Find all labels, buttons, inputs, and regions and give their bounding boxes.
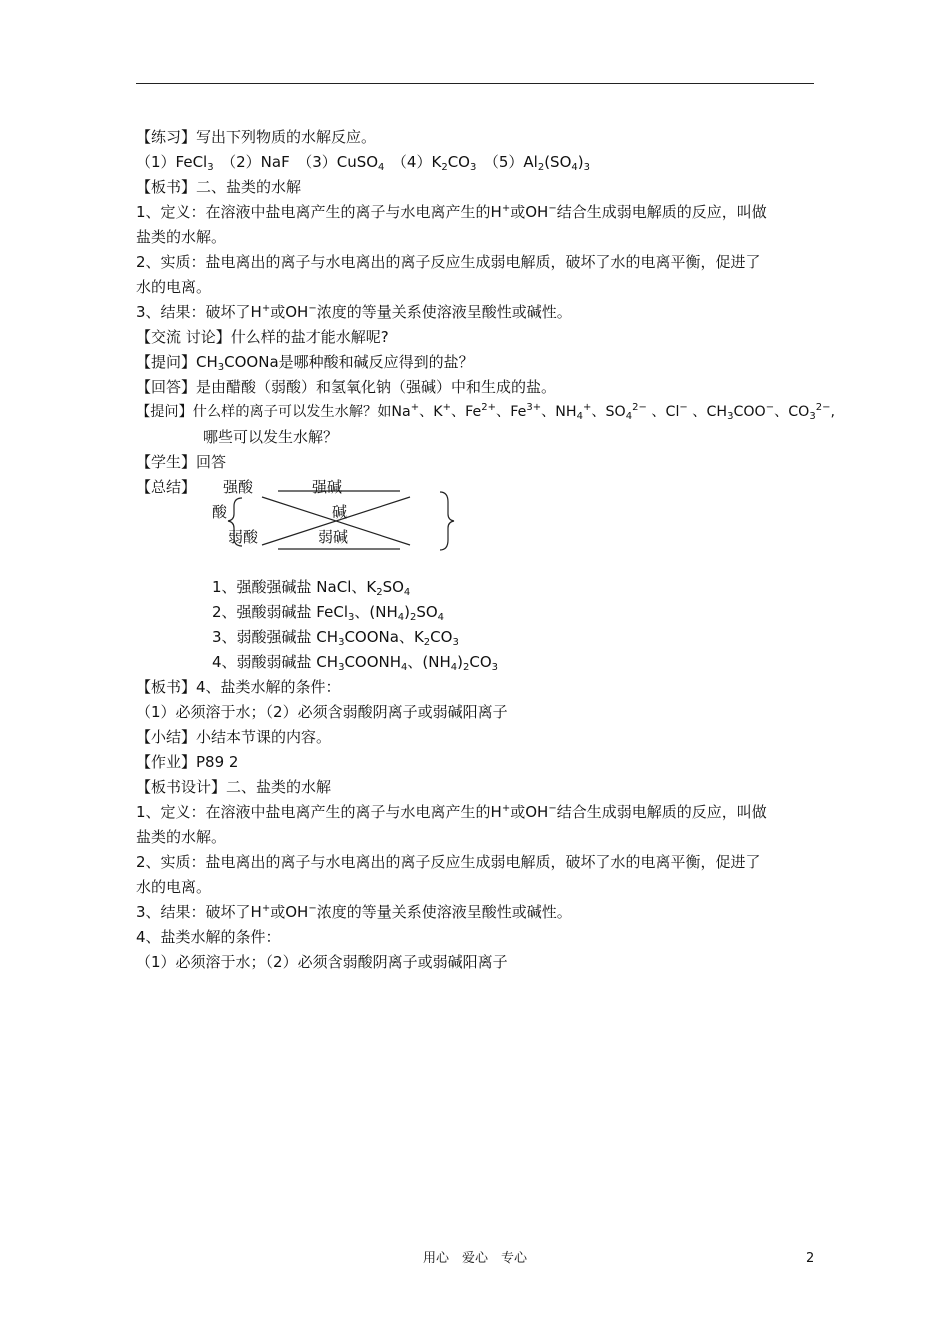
text-line: （1）FeCl$_3$ （2）NaF （3）CuSO$_4$ $(4)K_2CO_3$ $(5)Al_2(SO_4)_3$ [136, 153, 590, 173]
weak-acid-label: 弱酸 [228, 528, 259, 546]
text-line: 1、定义：在溶液中盐电离产生的离子与水电离产生的H+或OH−结合生成弱电解质的反应，叫做 [136, 203, 767, 221]
salt-type-item: 1、强酸强碱盐 NaCl、$K_2SO_4$ [212, 578, 411, 598]
text-line: 【板书设计】二、盐类的水解 [136, 778, 332, 796]
base-label: 碱 [332, 503, 348, 521]
text-line: 【学生】回答 [136, 453, 227, 471]
text-line: 【交流 讨论】什么样的盐才能水解呢? [136, 328, 389, 346]
text-line: 3、结果：破坏了H+或OH−浓度的等量关系使溶液呈酸性或碱性。 [136, 303, 572, 321]
text-line: 【总结】 [136, 478, 197, 496]
strong-acid-label: 强酸 [223, 478, 254, 496]
text-line: 4、盐类水解的条件： [136, 928, 281, 946]
text-line: 【回答】是由醋酸（弱酸）和氢氧化钠（强碱）中和生成的盐。 [136, 378, 557, 396]
acid-label: 酸 [212, 503, 228, 521]
salt-type-item: 3、弱酸强碱盐 $CH_3COONa$、$K_2CO_3$ [212, 628, 459, 648]
text-line: 【提问】什么样的离子可以发生水解？如Na+、K+、$Fe^{2+}$、$Fe^{3+}$、$NH_4^+$、$SO_4^{2-}$ 、Cl− 、$CH_3COO^-$、$CO_3^{2-}$, [136, 402, 835, 422]
text-line: 水的电离。 [136, 878, 212, 896]
page-footer: 用心 爱心 专心 [422, 1251, 527, 1266]
text-line: 2、实质：盐电离出的离子与水电离出的离子反应生成弱电解质，破坏了水的电离平衡，促进了 [136, 853, 761, 871]
salt-type-item: 4、弱酸弱碱盐 $CH_3COONH_4$、$(NH_4)_2CO_3$ [212, 653, 499, 673]
text-line: 水的电离。 [136, 278, 212, 296]
strong-base-label: 强碱 [312, 478, 343, 496]
text-line: 【板书】4、盐类水解的条件： [136, 678, 341, 696]
text-line: 【板书】二、盐类的水解 [136, 178, 302, 196]
text-line: 【作业】P89 2 [136, 753, 239, 771]
text-line: 盐类的水解。 [136, 228, 227, 246]
text-line: （1）必须溶于水；（2）必须含弱酸阴离子或弱碱阳离子 [136, 953, 508, 971]
salt-type-item: 2、强酸弱碱盐 FeCl$_3$、$(NH_4)_2SO_4$ [212, 603, 445, 623]
page-number: 2 [806, 1251, 815, 1266]
text-line: 哪些可以发生水解？ [203, 428, 339, 446]
text-line: 1、定义：在溶液中盐电离产生的离子与水电离产生的H+或OH−结合生成弱电解质的反应，叫做 [136, 803, 767, 821]
text-line: 3、结果：破坏了H+或OH−浓度的等量关系使溶液呈酸性或碱性。 [136, 903, 572, 921]
text-line: （1）必须溶于水；（2）必须含弱酸阴离子或弱碱阳离子 [136, 703, 508, 721]
weak-base-label: 弱碱 [318, 528, 349, 546]
text-line: 2、实质：盐电离出的离子与水电离出的离子反应生成弱电解质，破坏了水的电离平衡，促进了 [136, 253, 761, 271]
text-line: 盐类的水解。 [136, 828, 227, 846]
text-line: 【提问】$CH_3COONa$是哪种酸和碱反应得到的盐？ [136, 353, 474, 373]
text-line: 【小结】小结本节课的内容。 [136, 728, 332, 746]
text-line: 【练习】写出下列物质的水解反应。 [136, 128, 377, 146]
